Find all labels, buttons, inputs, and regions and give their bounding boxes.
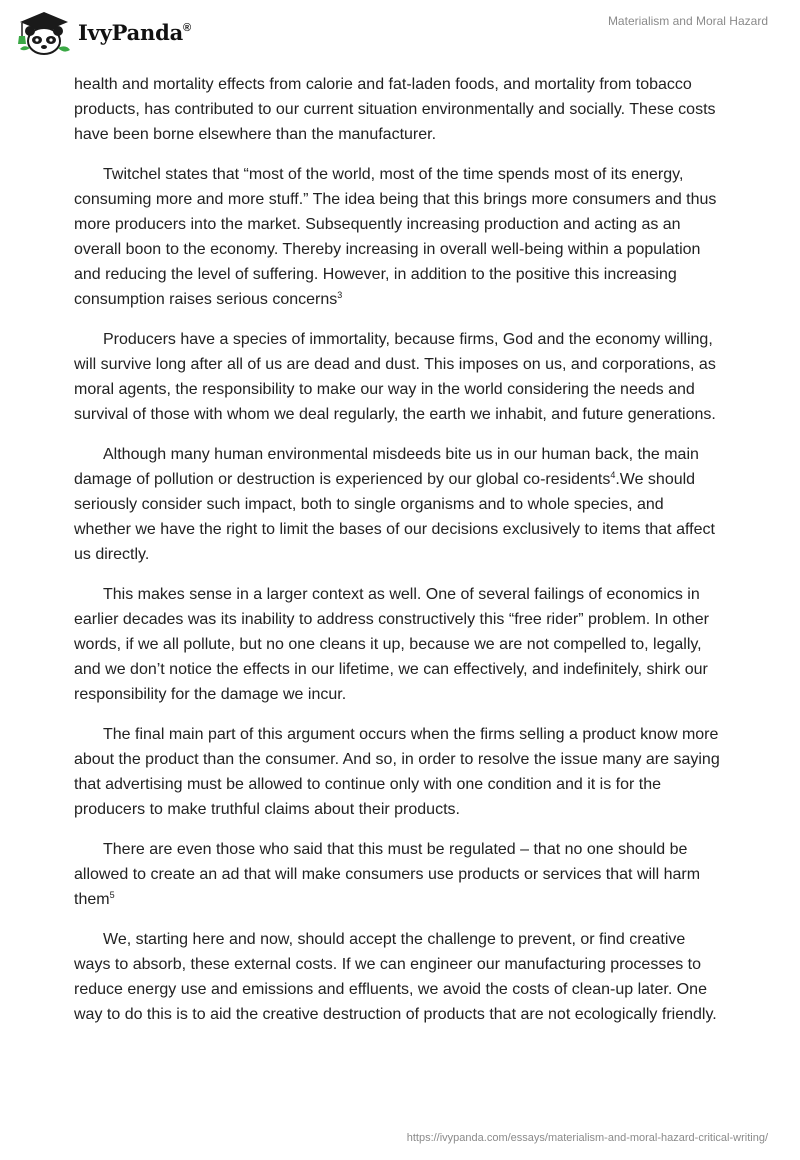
paragraph: Although many human environmental misdeeds bite us in our human back, the main damage of pollution or destruction is experienced by our global co-residents$^4$.We should seriously consider such impact, both to single organisms and to whole species, and whether we have the right to limit the bases of our decisions exclusively to items that affect us directly. [74,446,715,563]
registered-mark: ® [183,22,191,34]
page-header [0,0,800,70]
brand-name: IvyPanda® [78,20,191,45]
paragraph: There are even those who said that this must be regulated – that no one should be allowed to create an ad that will make consumers use products or services that will harm them$^5$ [74,841,701,908]
paragraph: health and mortality effects from calorie and fat-laden foods, and mortality from tobacco products, has contributed to our current situation environmentally and socially. These costs have been borne elsewhere than the manufacturer. [74,76,716,143]
paragraph: We, starting here and now, should accept the challenge to prevent, or find creative ways to absorb, these external costs. If we can engineer our manufacturing processes to reduce energy use and emissions and effluents, we avoid the costs of clean-up later. One way to do this is to aid the creative destruction of products that are not ecologically friendly. [74,931,717,1023]
source-url[interactable]: https://ivypanda.com/essays/materialism-and-moral-hazard-critical-writing/ [406,1132,768,1144]
paragraph: This makes sense in a larger context as well. One of several failings of economics in earlier decades was its inability to address constructively this “free rider” problem. In other words, if we all pollute, but no one cleans it up, because we are not compelled to, legally, and we don’t notice the effects in our lifetime, we can effectively, and indefinitely, shirk our responsibility for the damage we incur. [74,586,709,703]
footnote-ref[interactable]: 5 [109,890,115,900]
ivypanda-logo[interactable] [14,8,214,58]
paragraph: Producers have a species of immortality, because firms, God and the economy willing, will survive long after all of us are dead and dust. This imposes on us, and corporations, as moral agents, the responsibility to make our way in the world considering the needs and survival of those with whom we deal regularly, the earth we inhabit, and future generations. [74,331,716,423]
essay-body [74,72,724,1042]
panda-graduate-icon [14,8,76,58]
footnote-ref[interactable]: 3 [337,290,343,300]
paragraph: Twitchel states that “most of the world, most of the time spends most of its energy, consuming more and more stuff.” The idea being that this brings more consumers and thus more producers into the market. Subsequently increasing production and acting as an overall boon to the economy. Thereby increasing in overall well-being within a population and reducing the level of suffering. However, in addition to the positive this increasing consumption raises serious concerns$^3$ [74,166,717,308]
document-title: Materialism and Moral Hazard [607,14,768,28]
paragraph: The final main part of this argument occurs when the firms selling a product know more about the product than the consumer. And so, in order to resolve the issue many are saying that advertising must be allowed to continue only with one condition and it is for the producers to make truthful claims about their products. [74,726,720,818]
footnote-ref[interactable]: 4 [610,470,616,480]
